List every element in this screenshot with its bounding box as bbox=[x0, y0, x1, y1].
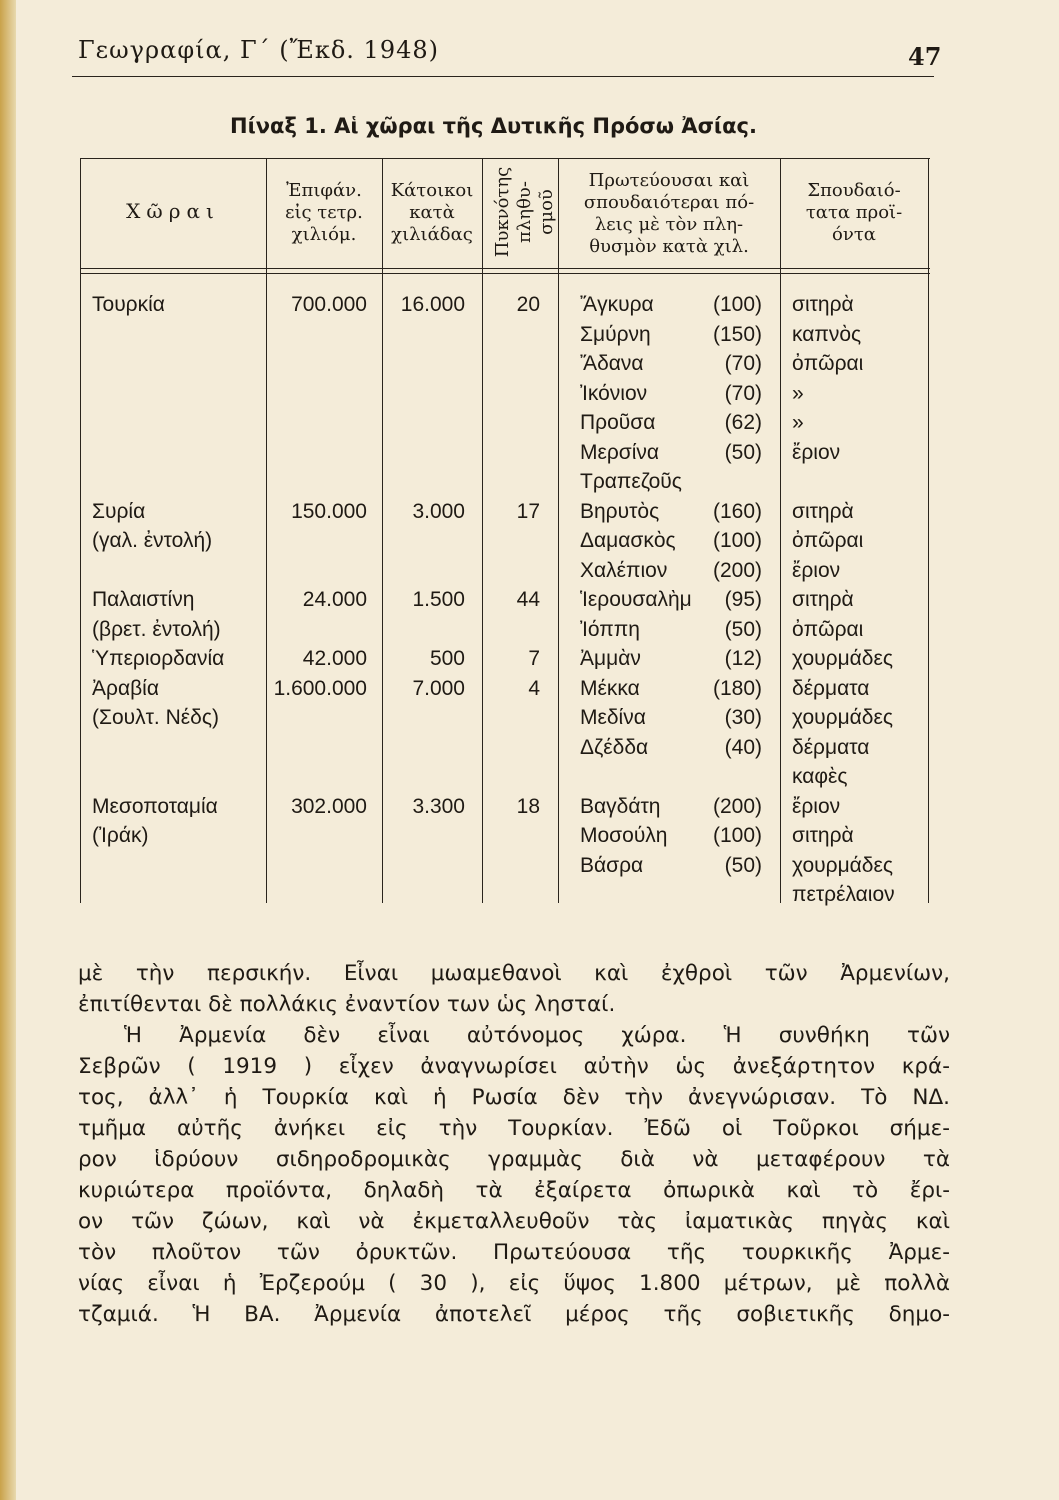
country-cell: Μεσοποταμία bbox=[92, 794, 218, 818]
body-line: μὲ τὴν περσικήν. Εἶναι μωαμεθανοὶ καὶ ἐχθροὶ τῶν Ἀρμενίων, bbox=[78, 961, 950, 986]
product-cell: σιτηρὰ bbox=[792, 588, 854, 611]
product-cell: ἔριον bbox=[792, 558, 841, 582]
product-cell: ὀπῶραι bbox=[792, 617, 864, 641]
body-line: τος, ἀλλ᾽ ἡ Τουρκία καὶ ἡ Ρωσία δὲν τὴν ἀνεγνώρισαν. Τὸ ΝΔ. bbox=[78, 1085, 950, 1110]
header-population: Κάτοικοι κατὰ χιλιάδας bbox=[390, 180, 474, 245]
product-cell: ἔριον bbox=[792, 440, 841, 464]
city-cell: Ἰόππη bbox=[580, 617, 640, 641]
area-cell: 700.000 bbox=[291, 293, 367, 316]
product-cell: ἔριον bbox=[792, 794, 841, 818]
body-line: Ἡ Ἀρμενία δὲν εἶναι αὐτόνομος χώρα. Ἡ συνθήκη τῶν bbox=[124, 1023, 950, 1048]
country-cell: (γαλ. ἐντολή) bbox=[92, 529, 213, 552]
city-population-cell: (70) bbox=[724, 352, 762, 375]
city-population-cell: (40) bbox=[724, 735, 762, 759]
city-cell: Βαγδάτη bbox=[580, 794, 661, 818]
product-cell: σιτηρὰ bbox=[792, 824, 854, 847]
city-population-cell: (160) bbox=[712, 499, 762, 523]
city-cell: Δαμασκὸς bbox=[580, 529, 676, 552]
city-cell: Προῦσα bbox=[580, 411, 656, 434]
table-row bbox=[80, 408, 930, 438]
city-cell: Ἰκόνιον bbox=[580, 381, 648, 405]
country-cell: (Ἰράκ) bbox=[92, 824, 149, 847]
population-cell: 1.500 bbox=[412, 588, 465, 611]
city-population-cell: (100) bbox=[712, 293, 762, 316]
city-population-cell: (50) bbox=[724, 853, 762, 877]
city-cell: Μερσίνα bbox=[580, 440, 660, 464]
product-cell: χουρμάδες bbox=[792, 647, 893, 670]
product-cell: σιτηρὰ bbox=[792, 293, 854, 316]
body-line: νίας εἶναι ἡ Ἐρζερούμ ( 30 ), εἰς ὕψος 1.800 μέτρων, μὲ πολλὰ bbox=[78, 1271, 950, 1296]
city-cell: Σμύρνη bbox=[580, 322, 651, 346]
density-cell: 7 bbox=[528, 647, 540, 670]
table-row bbox=[80, 851, 930, 881]
product-cell: σιτηρὰ bbox=[792, 499, 854, 523]
table-row bbox=[80, 821, 930, 851]
body-text bbox=[78, 958, 950, 1330]
city-population-cell: (100) bbox=[712, 529, 762, 552]
city-population-cell: (95) bbox=[724, 588, 762, 611]
density-cell: 17 bbox=[516, 499, 540, 523]
body-line: ρον ἱδρύουν σιδηροδρομικὰς γραμμὰς διὰ νὰ μεταφέρουν τὰ bbox=[78, 1147, 950, 1172]
density-cell: 18 bbox=[516, 794, 540, 818]
country-cell: Ὑπεριορδανία bbox=[92, 647, 225, 670]
area-cell: 150.000 bbox=[291, 499, 367, 523]
city-population-cell: (50) bbox=[724, 617, 762, 641]
country-cell: Ἀραβία bbox=[92, 676, 159, 700]
header-rule bbox=[72, 76, 934, 77]
header-cities: Πρωτεύουσαι καὶ σπουδαιότεραι πό- λεις μὲ τὸν πλη- θυσμὸν κατὰ χιλ. bbox=[583, 170, 755, 257]
table-row bbox=[80, 556, 930, 586]
table-row bbox=[80, 438, 930, 468]
table-row bbox=[80, 497, 930, 527]
body-line: τζαμιά. Ἡ ΒΑ. Ἀρμενία ἀποτελεῖ μέρος τῆς σοβιετικῆς δημο- bbox=[78, 1302, 950, 1327]
country-cell: Τουρκία bbox=[92, 293, 165, 316]
country-cell: (βρετ. ἐντολή) bbox=[92, 617, 221, 641]
book-spine-edge bbox=[0, 0, 16, 1500]
population-cell: 16.000 bbox=[400, 293, 465, 316]
product-cell: καφὲς bbox=[792, 765, 848, 788]
city-cell: Δζέδδα bbox=[580, 735, 649, 759]
city-cell: Βηρυτὸς bbox=[580, 499, 660, 523]
city-population-cell: (150) bbox=[712, 322, 762, 346]
area-cell: 24.000 bbox=[302, 588, 367, 611]
table-row bbox=[80, 733, 930, 763]
city-cell: Τραπεζοῦς bbox=[580, 470, 682, 493]
city-population-cell: (200) bbox=[712, 558, 762, 582]
table-caption: Πίναξ 1. Αἱ χῶραι τῆς Δυτικῆς Πρόσω Ἀσίας. bbox=[230, 114, 757, 138]
city-cell: Χαλέπιον bbox=[580, 558, 668, 582]
country-cell: (Σουλτ. Νέδς) bbox=[92, 706, 219, 729]
table-top-rule bbox=[80, 158, 930, 159]
header-products: Σπουδαιό- τατα προϊ- όντα bbox=[805, 180, 903, 245]
page-number: 47 bbox=[908, 42, 942, 71]
product-cell: ὀπῶραι bbox=[792, 352, 864, 375]
city-cell: Ἄδανα bbox=[580, 352, 644, 375]
body-line: ον τῶν ζώων, καὶ νὰ ἐκμεταλλευθοῦν τὰς ἰαματικὰς πηγὰς καὶ bbox=[78, 1209, 950, 1234]
table-row bbox=[80, 349, 930, 379]
body-line: τὸν πλοῦτον τῶν ὀρυκτῶν. Πρωτεύουσα τῆς τουρκικῆς Ἀρμε- bbox=[78, 1240, 950, 1265]
running-head: Γεωγραφία, Γ΄ (Ἔκδ. 1948) bbox=[78, 36, 439, 64]
density-cell: 4 bbox=[528, 676, 540, 700]
product-cell: χουρμάδες bbox=[792, 706, 893, 729]
body-line: κυριώτερα προϊόντα, δηλαδὴ τὰ ἐξαίρετα ὀπωρικὰ καὶ τὸ ἔρι- bbox=[78, 1178, 950, 1203]
product-cell: καπνὸς bbox=[792, 322, 862, 346]
table-row bbox=[80, 644, 930, 674]
city-population-cell: (200) bbox=[712, 794, 762, 818]
density-cell: 44 bbox=[516, 588, 540, 611]
product-cell: πετρέλαιον bbox=[792, 883, 895, 906]
city-population-cell: (62) bbox=[724, 411, 762, 434]
population-cell: 7.000 bbox=[412, 676, 465, 700]
country-cell: Συρία bbox=[92, 499, 146, 523]
product-cell: ὀπῶραι bbox=[792, 529, 864, 552]
city-population-cell: (70) bbox=[724, 381, 762, 405]
table-row bbox=[80, 320, 930, 350]
table-row bbox=[80, 526, 930, 556]
city-cell: Μοσούλη bbox=[580, 824, 668, 847]
density-cell: 20 bbox=[516, 293, 540, 316]
header-density: Πυκνότης πληθυ- σμοῦ bbox=[492, 166, 557, 258]
city-cell: Ἱερουσαλὴμ bbox=[580, 588, 692, 611]
product-cell: δέρματα bbox=[792, 735, 870, 759]
table-row bbox=[80, 674, 930, 704]
population-cell: 3.300 bbox=[412, 794, 465, 818]
product-cell: » bbox=[792, 381, 804, 405]
product-cell: » bbox=[792, 411, 804, 434]
city-population-cell: (100) bbox=[712, 824, 762, 847]
table-row bbox=[80, 703, 930, 733]
header-area: Ἐπιφάν. εἰς τετρ. χιλιόμ. bbox=[285, 180, 363, 245]
table-row bbox=[80, 792, 930, 822]
product-cell: δέρματα bbox=[792, 676, 870, 700]
area-cell: 1.600.000 bbox=[273, 676, 367, 700]
area-cell: 302.000 bbox=[291, 794, 367, 818]
table-row bbox=[80, 290, 930, 320]
population-cell: 500 bbox=[429, 647, 465, 670]
city-cell: Μεδίνα bbox=[580, 706, 646, 729]
area-cell: 42.000 bbox=[302, 647, 367, 670]
table-row bbox=[80, 762, 930, 792]
table-row bbox=[80, 880, 930, 910]
population-cell: 3.000 bbox=[412, 499, 465, 523]
country-cell: Παλαιστίνη bbox=[92, 588, 195, 611]
countries-table bbox=[80, 158, 930, 908]
city-cell: Μέκκα bbox=[580, 676, 640, 700]
table-row bbox=[80, 615, 930, 645]
body-line: τμῆμα αὐτῆς ἀνήκει εἰς τὴν Τουρκίαν. Ἐδῶ οἱ Τοῦρκοι σήμε- bbox=[78, 1116, 950, 1141]
header-double-rule bbox=[80, 268, 930, 269]
city-cell: Βάσρα bbox=[580, 853, 644, 877]
table-row bbox=[80, 379, 930, 409]
body-line: ἐπιτίθενται δὲ πολλάκις ἐναντίον των ὡς λησταί. bbox=[78, 992, 616, 1017]
city-population-cell: (50) bbox=[724, 440, 762, 464]
header-country: Χῶραι bbox=[126, 199, 220, 223]
city-population-cell: (30) bbox=[724, 706, 762, 729]
table-row bbox=[80, 467, 930, 497]
table-row bbox=[80, 585, 930, 615]
city-population-cell: (180) bbox=[712, 676, 762, 700]
body-line: Σεβρῶν ( 1919 ) εἶχεν ἀναγνωρίσει αὐτὴν ὡς ἀνεξάρτητον κρά- bbox=[78, 1054, 950, 1079]
city-cell: Ἀμμὰν bbox=[580, 647, 641, 670]
city-population-cell: (12) bbox=[724, 647, 762, 670]
header-double-rule-2 bbox=[80, 273, 930, 274]
product-cell: χουρμάδες bbox=[792, 853, 893, 877]
city-cell: Ἄγκυρα bbox=[580, 293, 654, 316]
